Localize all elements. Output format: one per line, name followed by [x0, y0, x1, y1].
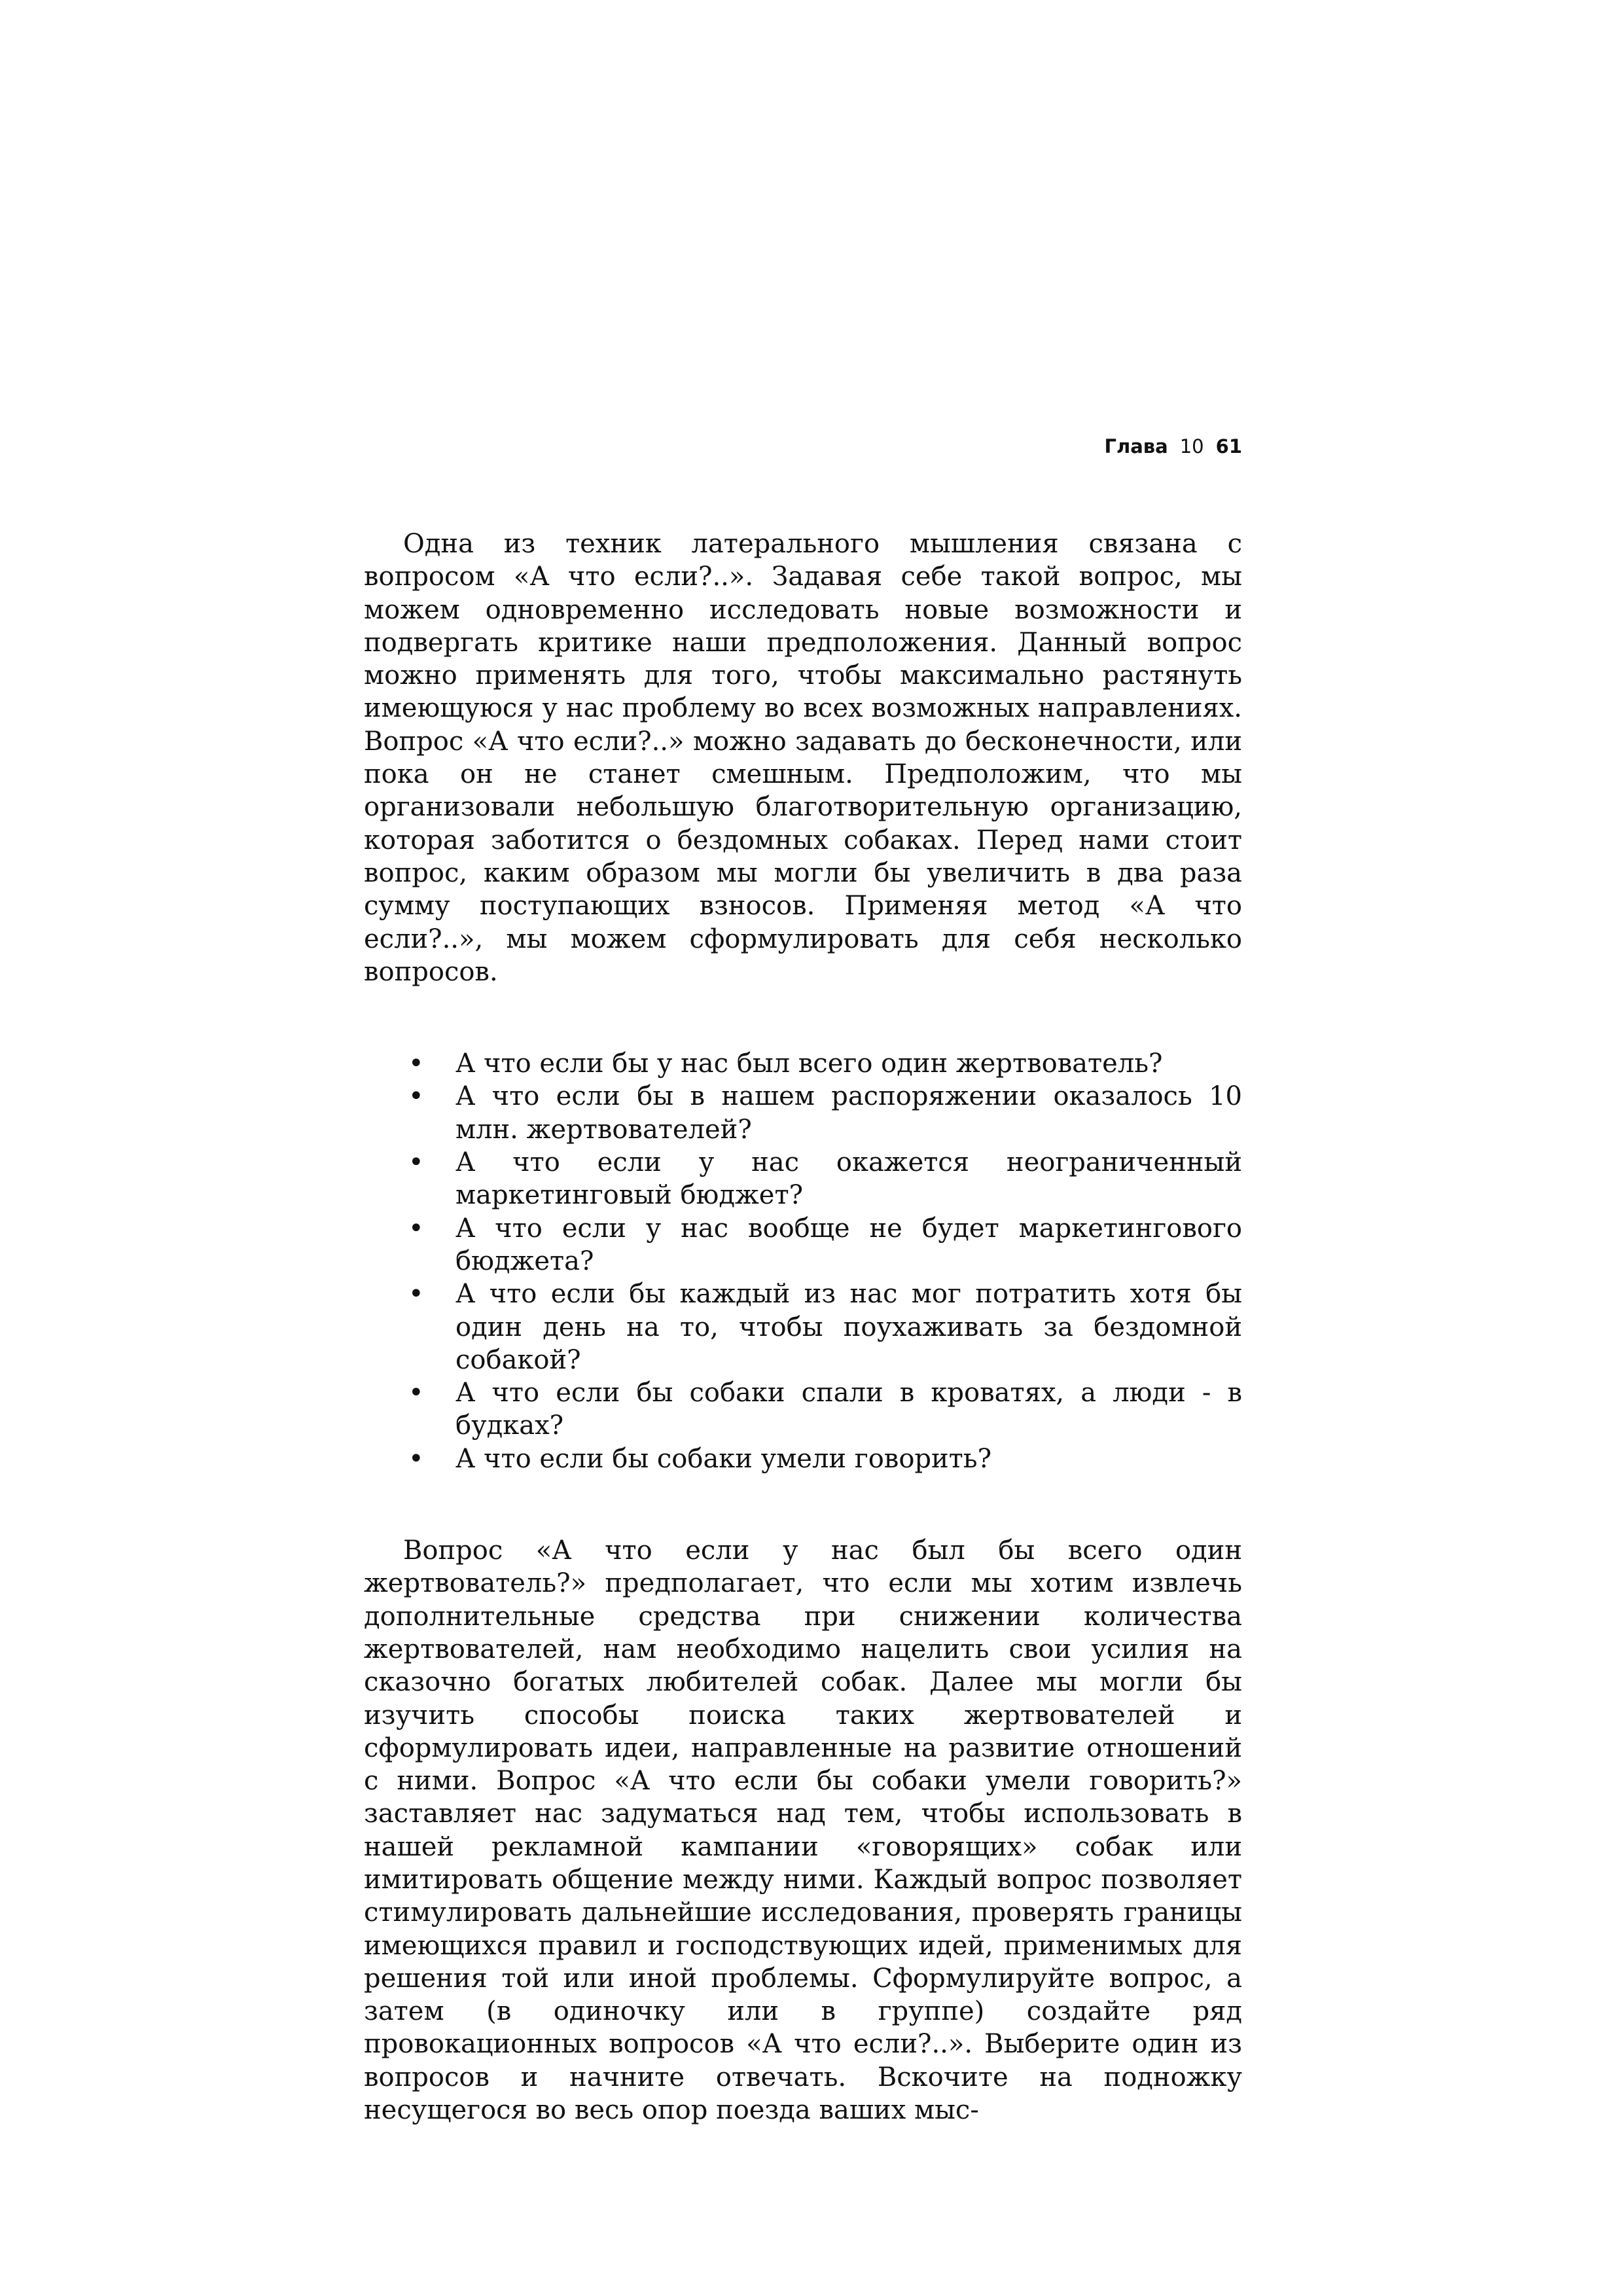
- bullet-icon: •: [408, 1443, 424, 1474]
- chapter-number: 10: [1179, 435, 1204, 457]
- chapter-label: Глава: [1104, 435, 1168, 457]
- paragraph-intro: Одна из техник латерального мышления связана с вопросом «А что если?..». Задавая себе такой вопрос, мы можем одновременно исследовать новые возможности и подвергать критике наши предположения. Данный вопрос можно применять для того, чтобы максимально растянуть имеющуюся у нас проблему во всех возможных направлениях. Вопрос «А что если?..» можно задавать до бесконечности, или пока он не станет смешным. Предположим, что мы организовали небольшую благотворительную организацию, которая заботится о бездомных собаках. Перед нами стоит вопрос, каким образом мы могли бы увеличить в два раза сумму поступающих взносов. Применяя метод «А что если?..», мы можем сформулировать для себя несколько вопросов.: [364, 529, 1242, 987]
- list-item-text: А что если бы в нашем распоряжении оказалось 10 млн. жертвователей?: [455, 1081, 1242, 1145]
- page-number: 61: [1215, 435, 1242, 457]
- paragraph-discussion: Вопрос «А что если у нас был бы всего один жертвователь?» предполагает, что если мы хотим извлечь дополнительные средства при снижении количества жертвователей, нам необходимо нацелить свои усилия на сказочно богатых любителей собак. Далее мы могли бы изучить способы поиска таких жертвователей и сформулировать идеи, направленные на развитие отношений с ними. Вопрос «А что если бы собаки умели говорить?» заставляет нас задуматься над тем, чтобы использовать в нашей рекламной кампании «говорящих» собак или имитировать общение между ними. Каждый вопрос позволяет стимулировать дальнейшие исследования, проверять границы имеющихся правил и господствующих идей, применимых для решения той или иной проблемы. Сформулируйте вопрос, а затем (в одиночку или в группе) создайте ряд провокационных вопросов «А что если?..». Выберите один из вопросов и начните отвечать. Вскочите на подножку несущегося во весь опор поезда ваших мыс-: [364, 1535, 1242, 2126]
- list-item-text: А что если бы каждый из нас мог потратить хотя бы один день на то, чтобы поухаживать за бездомной собакой?: [455, 1279, 1242, 1375]
- bullet-icon: •: [408, 1049, 424, 1079]
- list-item-text: А что если у нас окажется неограниченный маркетинговый бюджет?: [455, 1147, 1242, 1211]
- bullet-icon: •: [408, 1081, 424, 1112]
- what-if-list: [364, 1047, 1242, 1475]
- list-item: [364, 1146, 1242, 1212]
- list-item: [364, 1212, 1242, 1278]
- list-item-text: А что если бы собаки умели говорить?: [455, 1443, 992, 1474]
- list-item: [364, 1443, 1242, 1475]
- list-item-text: А что если у нас вообще не будет маркетингового бюджета?: [455, 1213, 1242, 1276]
- bullet-icon: •: [408, 1147, 424, 1178]
- list-item: [364, 1080, 1242, 1146]
- list-item-text: А что если бы собаки спали в кроватях, а люди - в будках?: [455, 1378, 1242, 1441]
- bullet-icon: •: [408, 1279, 424, 1310]
- list-item-text: А что если бы у нас был всего один жертвователь?: [455, 1049, 1163, 1079]
- bullet-icon: •: [408, 1213, 424, 1244]
- list-item: [364, 1047, 1242, 1080]
- list-item: [364, 1376, 1242, 1443]
- bullet-icon: •: [408, 1378, 424, 1408]
- body-text: [364, 528, 1242, 2126]
- list-item: [364, 1278, 1242, 1376]
- running-header: [1105, 433, 1242, 459]
